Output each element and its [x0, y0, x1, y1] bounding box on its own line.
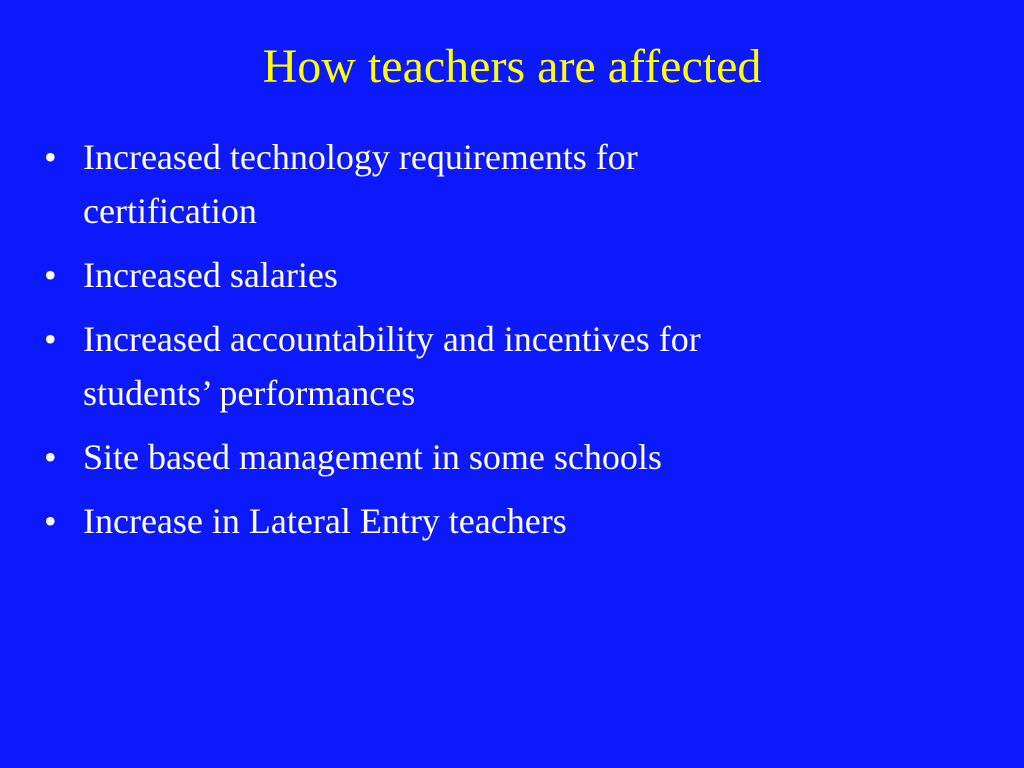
bullet-icon: •: [44, 437, 57, 477]
bullet-text: Increased salaries: [83, 255, 338, 295]
slide-title: How teachers are affected: [262, 40, 762, 93]
bullet-item: [44, 130, 944, 238]
bullet-item: [44, 494, 944, 548]
bullet-text: Increased technology requirements for certification: [83, 137, 638, 231]
bullet-icon: •: [44, 501, 57, 541]
bullet-icon: •: [44, 255, 57, 295]
bullet-text: Site based management in some schools: [83, 437, 662, 477]
bullet-icon: •: [44, 319, 57, 359]
bullet-item: [44, 312, 944, 420]
bullet-text: Increased accountability and incentives for students’ performances: [83, 319, 701, 413]
bullet-icon: •: [44, 137, 57, 177]
bullet-item: [44, 430, 944, 484]
bullet-list: [44, 130, 944, 558]
bullet-item: [44, 248, 944, 302]
bullet-text: Increase in Lateral Entry teachers: [83, 501, 567, 541]
